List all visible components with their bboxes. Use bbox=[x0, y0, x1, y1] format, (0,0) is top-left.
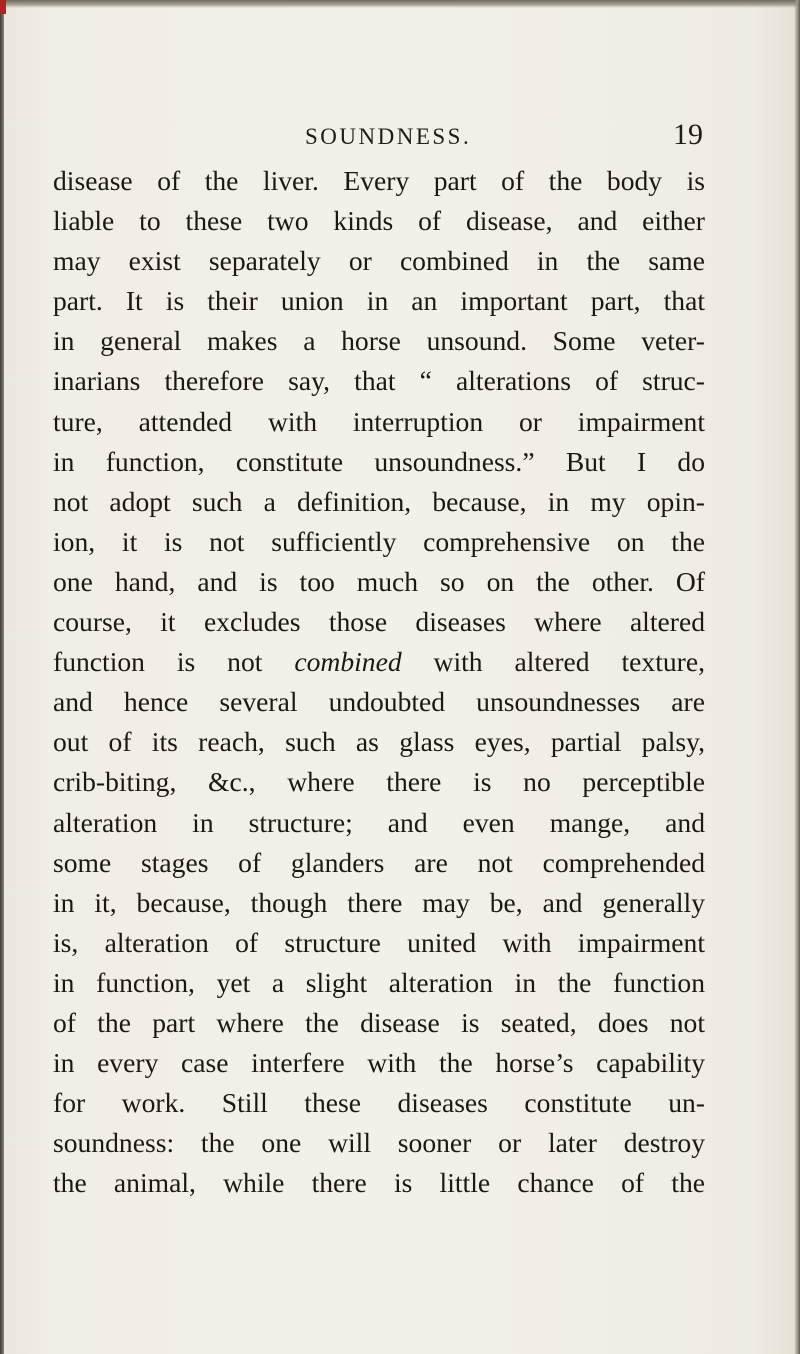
text-line: in general makes a horse unsound. Some veter- bbox=[53, 325, 705, 357]
text-line: some stages of glanders are not comprehended bbox=[53, 846, 705, 878]
running-head: SOUNDNESS. bbox=[305, 124, 472, 149]
text-line: of the part where the disease is seated, does not bbox=[53, 1006, 705, 1038]
text-line: in function, yet a slight alteration in the function bbox=[53, 966, 705, 998]
page-top-edge bbox=[0, 0, 800, 8]
text-line: crib-biting, &c., where there is no perceptible bbox=[53, 766, 705, 798]
body-text bbox=[53, 161, 705, 1203]
text-line: part. It is their union in an important part, that bbox=[53, 285, 705, 317]
page-header bbox=[53, 118, 705, 158]
text-run: function is not bbox=[53, 646, 295, 678]
text-line: for work. Still these diseases constitute un- bbox=[53, 1087, 705, 1119]
text-line: and hence several undoubted unsoundnesses are bbox=[53, 686, 705, 718]
text-line: in function, constitute unsoundness.” But I do bbox=[53, 445, 705, 477]
text-line: one hand, and is too much so on the other. Of bbox=[53, 565, 705, 597]
text-line: alteration in structure; and even mange, and bbox=[53, 806, 705, 838]
text-run: with altered texture, bbox=[401, 646, 705, 678]
text-line: disease of the liver. Every part of the body is bbox=[53, 165, 705, 196]
text-line: not adopt such a definition, because, in my opin- bbox=[53, 485, 705, 517]
text-line: ture, attended with interruption or impairment bbox=[53, 405, 705, 437]
page-left-edge bbox=[0, 0, 4, 1354]
text-line: may exist separately or combined in the same bbox=[53, 245, 705, 277]
text-line: liable to these two kinds of disease, and either bbox=[53, 205, 705, 237]
text-line: in every case interfere with the horse’s capability bbox=[53, 1047, 705, 1079]
corner-mark bbox=[0, 0, 6, 14]
emphasized-word: combined bbox=[294, 646, 402, 678]
text-line: soundness: the one will sooner or later destroy bbox=[53, 1127, 705, 1159]
page-number: 19 bbox=[673, 118, 703, 151]
text-line: course, it excludes those diseases where altered bbox=[53, 606, 705, 638]
page-right-edge bbox=[794, 0, 800, 1354]
text-line: ion, it is not sufficiently comprehensive on the bbox=[53, 525, 705, 557]
text-line-with-emphasis bbox=[53, 642, 705, 682]
text-line: out of its reach, such as glass eyes, partial palsy, bbox=[53, 726, 705, 758]
text-line: is, alteration of structure united with impairment bbox=[53, 926, 705, 958]
text-line: inarians therefore say, that “ alterations of struc- bbox=[53, 365, 705, 397]
text-line: the animal, while there is little chance of the bbox=[53, 1167, 705, 1199]
text-line: in it, because, though there may be, and generally bbox=[53, 886, 705, 918]
